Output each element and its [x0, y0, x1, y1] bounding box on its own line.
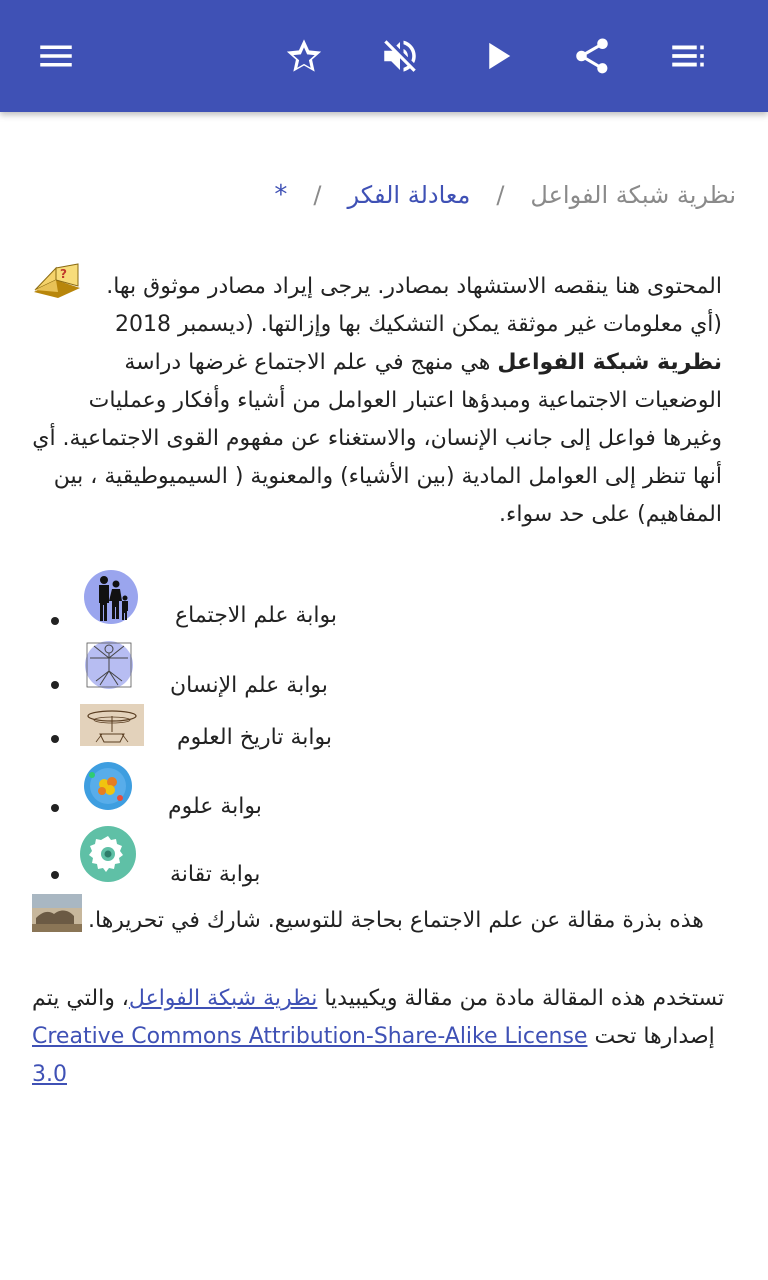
portal-item-sociology[interactable] — [0, 568, 768, 638]
article-paragraph — [32, 344, 722, 534]
playlist-icon — [667, 35, 709, 77]
article-source-link[interactable]: نظرية شبكة الفواعل — [128, 986, 318, 1011]
volume-off-icon — [379, 35, 421, 77]
stub-thumbnail-icon — [32, 894, 82, 932]
breadcrumb-separator: / — [496, 181, 505, 209]
breadcrumb-parent-link[interactable]: معادلة الفكر — [347, 181, 471, 209]
helicopter-sketch-icon — [80, 704, 144, 746]
menu-button[interactable] — [28, 28, 84, 84]
notice-line-1: المحتوى هنا ينقصه الاستشهاد بمصادر. يرجى إيراد مصادر موثوق بها. — [106, 274, 722, 299]
portal-label[interactable]: بوابة علوم — [168, 794, 262, 819]
license-note — [32, 980, 736, 1094]
breadcrumb — [32, 180, 736, 220]
play-icon — [477, 35, 519, 77]
stub-notice — [32, 894, 736, 934]
license-middle: ، والتي يتم إصدارها تحت — [32, 986, 715, 1049]
mute-button[interactable] — [372, 28, 428, 84]
list-bullet — [51, 871, 59, 879]
notice-text — [32, 268, 722, 344]
share-button[interactable] — [564, 28, 620, 84]
notice-line-2: (أي معلومات غير موثقة يمكن التشكيك بها وإزالتها. (ديسمبر 2018 — [115, 312, 722, 337]
portal-item-technology[interactable] — [0, 826, 768, 896]
toc-button[interactable] — [660, 28, 716, 84]
list-bullet — [51, 735, 59, 743]
share-icon — [571, 35, 613, 77]
play-button[interactable] — [470, 28, 526, 84]
portal-label[interactable]: بوابة علم الإنسان — [170, 673, 328, 698]
vitruvian-man-icon — [82, 638, 136, 690]
portal-label[interactable]: بوابة تاريخ العلوم — [177, 725, 332, 750]
app-bar — [0, 0, 768, 112]
gear-icon — [80, 826, 136, 882]
license-link[interactable]: Creative Commons Attribution-Share-Alike License 3.0 — [32, 1024, 588, 1087]
portal-item-science[interactable] — [0, 760, 768, 830]
list-bullet — [51, 681, 59, 689]
article-term: نظرية شبكة الفواعل — [497, 350, 722, 375]
favorite-button[interactable] — [276, 28, 332, 84]
breadcrumb-current: نظرية شبكة الفواعل — [530, 181, 736, 209]
portal-item-anthropology[interactable] — [0, 636, 768, 706]
breadcrumb-root-link[interactable]: * — [274, 180, 288, 210]
portal-label[interactable]: بوابة علم الاجتماع — [175, 603, 338, 628]
stub-text: هذه بذرة مقالة عن علم الاجتماع بحاجة للتوسيع. شارك في تحريرها. — [88, 908, 704, 933]
hamburger-menu-icon — [35, 35, 77, 77]
list-bullet — [51, 804, 59, 812]
list-bullet — [51, 617, 59, 625]
svg-text:?: ? — [60, 267, 67, 281]
portal-label[interactable]: بوابة تقانة — [170, 862, 261, 887]
breadcrumb-separator: / — [313, 181, 322, 209]
license-prefix: تستخدم هذه المقالة مادة من مقالة ويكيبيديا — [317, 986, 725, 1011]
family-silhouette-icon — [82, 570, 140, 624]
article-body: هي منهج في علم الاجتماع غرضها دراسة الوضعيات الاجتماعية ومبدؤها اعتبار العوامل من أشياء وأفكار وعمليات وغيرها فواعل إلى جانب الإنسان، والاستغناء عن مفهوم القوى الاجتماعية. أي أنها تنظر إلى العوامل المادية (بين الأشياء) والمعنوية ( السيميوطيقية ، بين المفاهيم) على حد سواء. — [32, 350, 722, 527]
atom-icon — [82, 760, 134, 812]
star-outline-icon — [283, 35, 325, 77]
